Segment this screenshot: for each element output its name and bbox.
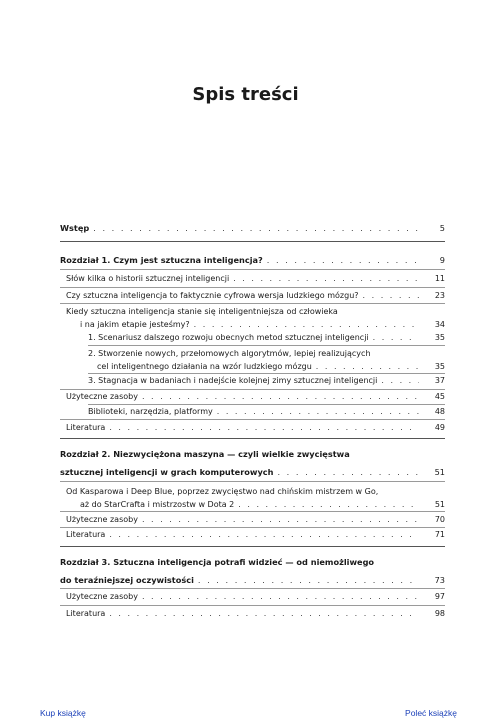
toc-entry-label: Literatura — [66, 423, 106, 432]
toc-entry[interactable] — [60, 405, 445, 418]
divider — [60, 269, 445, 270]
buy-book-link[interactable]: Kup książkę — [40, 708, 86, 718]
leader-dots — [198, 574, 419, 587]
leader-dots — [93, 222, 419, 235]
toc-entry-label: cel inteligentnego działania na wzór ludzkiego mózgu — [97, 362, 312, 371]
leader-dots — [238, 498, 419, 511]
toc-entry-label: Rozdział 1. Czym jest sztuczna inteligencja? — [60, 255, 263, 265]
toc-entry-label: sztucznej inteligencji w grach komputerowych — [60, 467, 274, 477]
divider — [60, 303, 445, 304]
toc-entry[interactable] — [60, 331, 445, 344]
divider — [60, 419, 445, 420]
toc-entry-chapter-1[interactable] — [60, 254, 445, 267]
toc-entry-page: 48 — [434, 407, 445, 416]
toc-entry-label: Biblioteki, narzędzia, platformy — [88, 407, 213, 416]
toc-entry-label: Wstęp — [60, 223, 90, 233]
page-title: Spis treści — [192, 84, 299, 105]
leader-dots — [109, 607, 419, 620]
toc-entry[interactable] — [60, 305, 445, 331]
toc-entry-label: 1. Scenariusz dalszego rozwoju obecnych metod sztucznej inteligencji — [88, 333, 369, 342]
leader-dots — [142, 513, 419, 526]
leader-dots — [373, 331, 419, 344]
toc-entry-page: 11 — [434, 274, 445, 283]
toc-entry-label: i na jakim etapie jesteśmy? — [80, 320, 190, 329]
toc-entry-page: 37 — [434, 376, 445, 385]
toc-entry-page: 71 — [434, 530, 445, 539]
toc-entry[interactable] — [60, 289, 445, 302]
toc-entry-chapter-2[interactable] — [60, 448, 445, 479]
divider — [60, 588, 445, 589]
toc-entry-label-line1: Rozdział 3. Sztuczna inteligencja potrafi widzieć — od niemożliwego — [60, 557, 375, 567]
leader-dots — [267, 254, 419, 267]
toc-entry-page: 70 — [434, 515, 445, 524]
leader-dots — [277, 466, 419, 479]
divider — [60, 241, 445, 242]
toc-entry[interactable] — [60, 347, 445, 373]
divider — [60, 511, 445, 512]
toc-entry-label: Użyteczne zasoby — [66, 592, 138, 601]
toc-entry[interactable] — [60, 513, 445, 526]
toc-entry[interactable] — [60, 590, 445, 603]
leader-dots — [381, 374, 419, 387]
toc-entry-page: 35 — [434, 333, 445, 342]
divider — [60, 287, 445, 288]
toc-entry-intro[interactable] — [60, 222, 445, 235]
toc-entry-label: Czy sztuczna inteligencja to faktycznie cyfrowa wersja ludzkiego mózgu? — [66, 291, 359, 300]
toc-entry-label: Użyteczne zasoby — [66, 515, 138, 524]
toc-entry-page: 49 — [434, 423, 445, 432]
toc-entry[interactable] — [60, 485, 445, 511]
leader-dots — [109, 421, 419, 434]
toc-entry-page: 97 — [434, 592, 445, 601]
toc-entry-page: 45 — [434, 392, 445, 401]
divider — [60, 438, 445, 439]
toc-entry-page: 5 — [439, 223, 445, 233]
toc-entry-label-line1: Od Kasparowa i Deep Blue, poprzez zwycięstwo nad chińskim mistrzem w Go, — [66, 487, 379, 496]
toc-entry-label-line1: 2. Stworzenie nowych, przełomowych algorytmów, lepiej realizujących — [88, 349, 371, 358]
divider — [60, 546, 445, 547]
toc-entry-label: Słów kilka o historii sztucznej inteligencji — [66, 274, 230, 283]
leader-dots — [109, 528, 419, 541]
toc-entry[interactable] — [60, 607, 445, 620]
toc-entry-label: Literatura — [66, 530, 106, 539]
divider — [60, 605, 445, 606]
toc-entry-page: 73 — [434, 575, 445, 585]
leader-dots — [142, 390, 419, 403]
toc-entry-page: 98 — [434, 609, 445, 618]
toc-entry[interactable] — [60, 390, 445, 403]
toc-entry-label: Literatura — [66, 609, 106, 618]
toc-entry-label: 3. Stagnacja w badaniach i nadejście kolejnej zimy sztucznej inteligencji — [88, 376, 378, 385]
divider — [88, 345, 445, 346]
toc-entry-page: 34 — [434, 320, 445, 329]
leader-dots — [217, 405, 419, 418]
recommend-book-link[interactable]: Poleć książkę — [405, 708, 457, 718]
leader-dots — [194, 318, 419, 331]
toc-entry-page: 51 — [434, 500, 445, 509]
toc-entry-label: do teraźniejszej oczywistości — [60, 575, 194, 585]
leader-dots — [142, 590, 419, 603]
toc-entry[interactable] — [60, 272, 445, 285]
toc-entry-chapter-3[interactable] — [60, 556, 445, 587]
toc-entry[interactable] — [60, 528, 445, 541]
toc-entry-page: 9 — [439, 255, 445, 265]
divider — [60, 481, 445, 482]
toc-entry-page: 23 — [434, 291, 445, 300]
toc-entry-page: 35 — [434, 362, 445, 371]
toc-entry[interactable] — [60, 374, 445, 387]
toc-entry-label: Użyteczne zasoby — [66, 392, 138, 401]
toc-entry-page: 51 — [434, 467, 445, 477]
leader-dots — [363, 289, 419, 302]
toc-entry-label: aż do StarCrafta i mistrzostw w Dota 2 — [80, 500, 235, 509]
leader-dots — [233, 272, 419, 285]
toc-entry-label-line1: Kiedy sztuczna inteligencja stanie się inteligentniejsza od człowieka — [66, 307, 338, 316]
toc-entry[interactable] — [60, 421, 445, 434]
leader-dots — [316, 360, 419, 373]
toc-entry-label-line1: Rozdział 2. Niezwyciężona maszyna — czyli wielkie zwycięstwa — [60, 449, 350, 459]
